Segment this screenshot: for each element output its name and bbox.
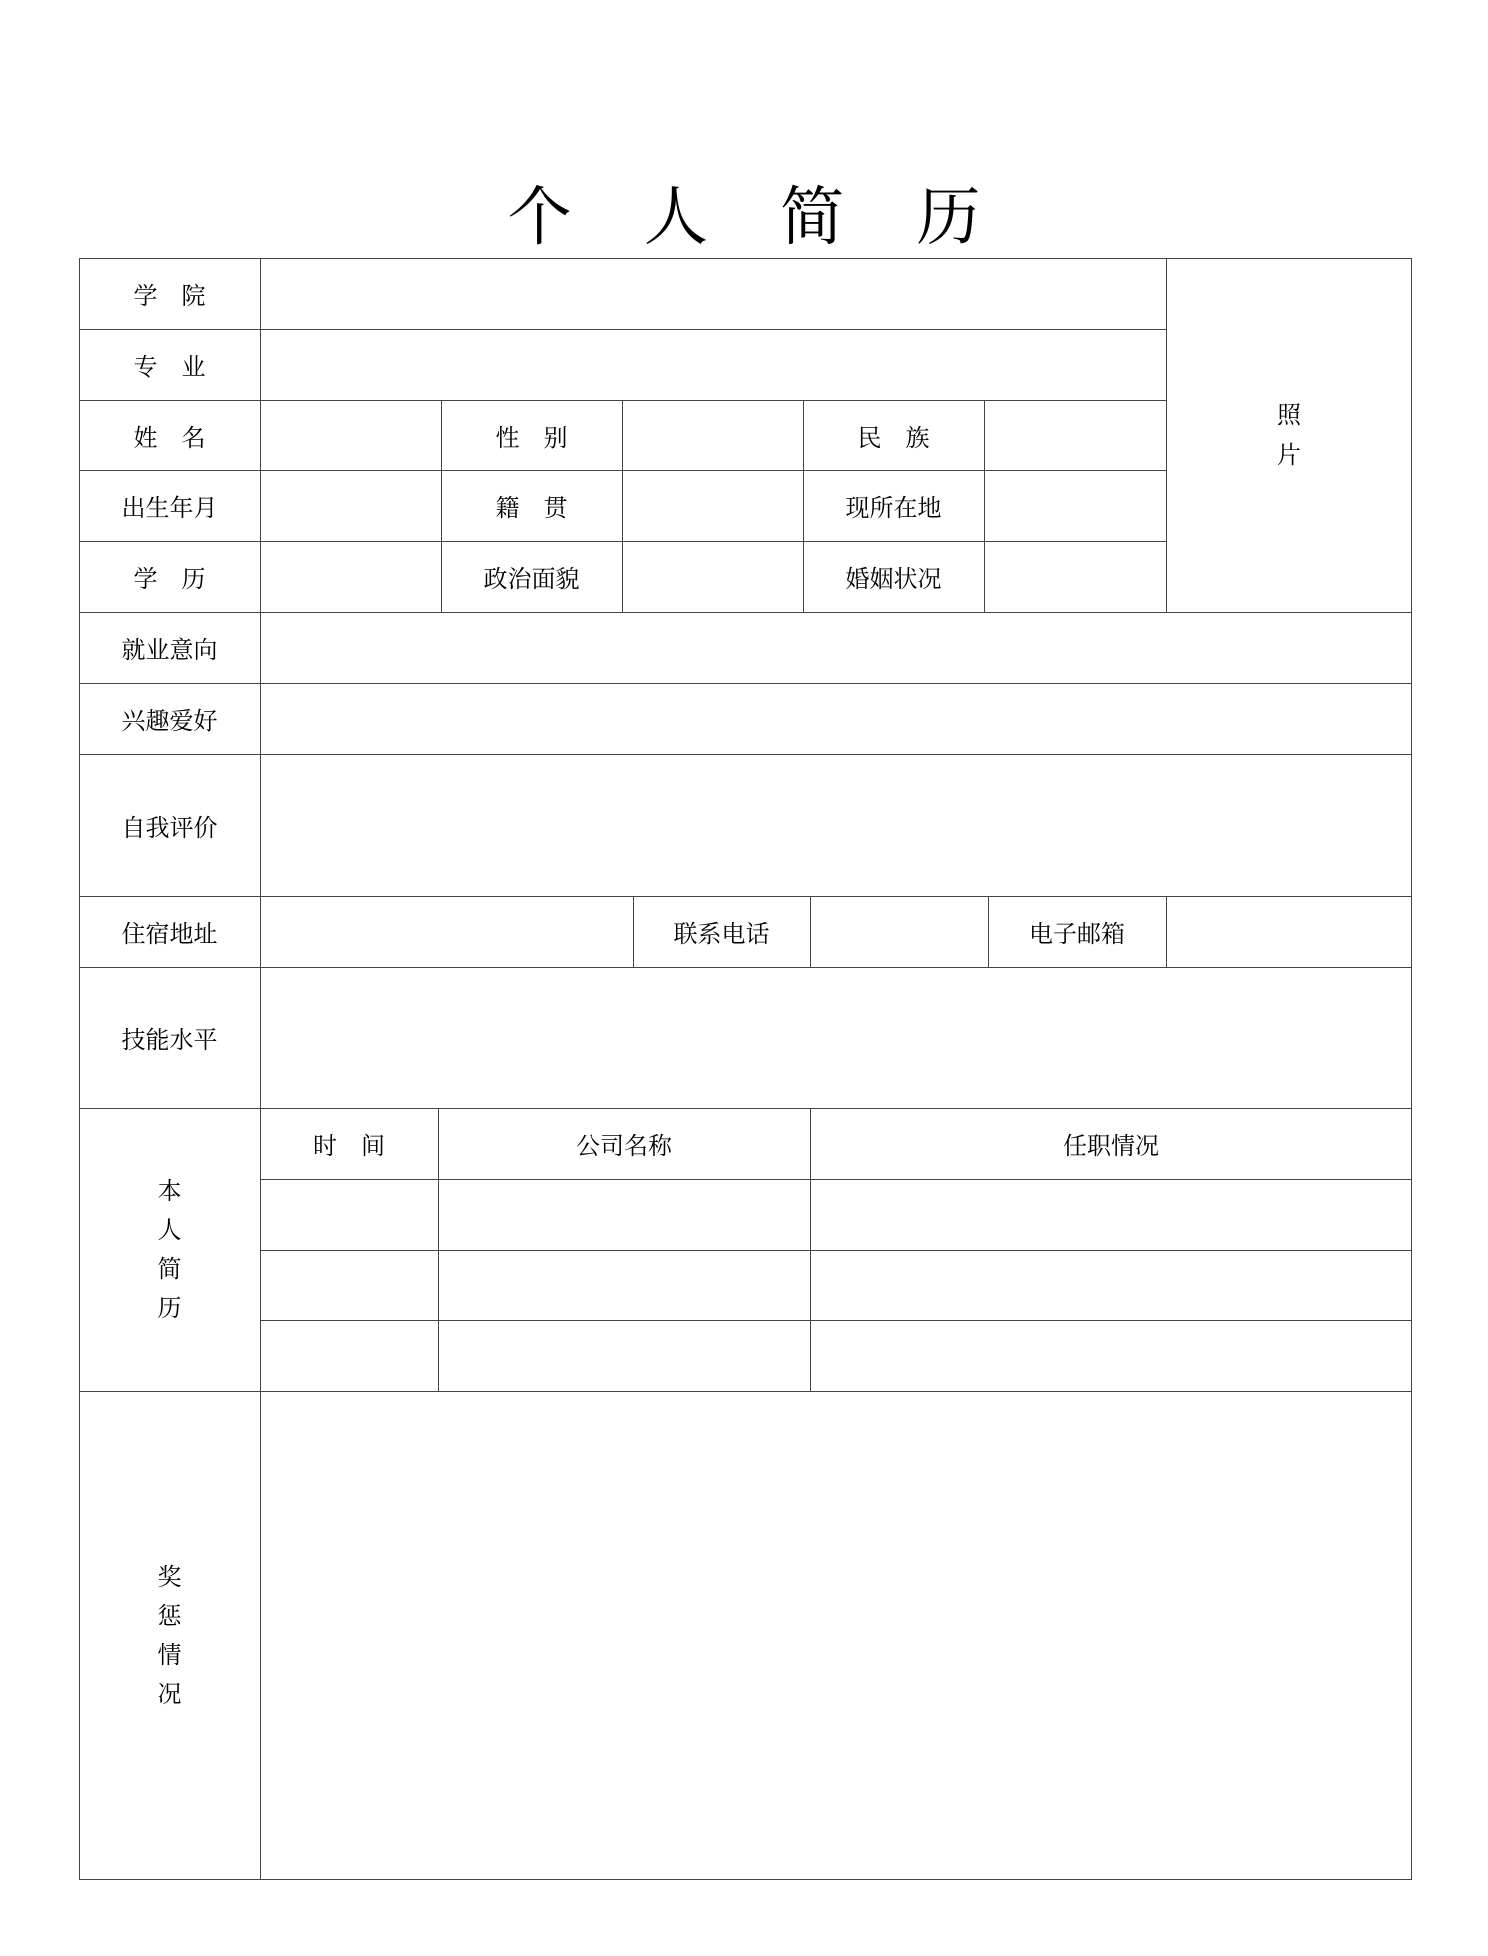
input-self-evaluation[interactable] bbox=[260, 754, 1412, 896]
input-job-intention[interactable] bbox=[260, 612, 1412, 683]
label-awards-char: 情 bbox=[157, 1640, 182, 1669]
input-major[interactable] bbox=[260, 329, 1166, 400]
label-hobbies: 兴趣爱好 bbox=[121, 707, 218, 735]
input-name[interactable] bbox=[260, 400, 441, 470]
input-marital-status[interactable] bbox=[984, 541, 1166, 612]
label-resume-char: 简 bbox=[157, 1254, 182, 1283]
input-phone[interactable] bbox=[810, 896, 988, 967]
label-college: 学 院 bbox=[133, 282, 206, 310]
photo-cell[interactable] bbox=[1166, 258, 1412, 612]
page-title: 个 人 简 历 bbox=[507, 181, 1007, 255]
label-awards-char: 奖 bbox=[157, 1562, 182, 1591]
experience-company-cell[interactable] bbox=[438, 1179, 810, 1250]
photo-label-2: 片 bbox=[1277, 441, 1301, 469]
label-resume-char: 人 bbox=[157, 1215, 182, 1244]
input-address[interactable] bbox=[260, 896, 633, 967]
input-awards[interactable] bbox=[260, 1391, 1412, 1880]
experience-company-cell[interactable] bbox=[438, 1320, 810, 1391]
label-phone: 联系电话 bbox=[673, 920, 770, 948]
label-skills: 技能水平 bbox=[121, 1026, 218, 1054]
input-college[interactable] bbox=[260, 258, 1166, 329]
label-name: 姓 名 bbox=[133, 423, 206, 452]
experience-time-cell[interactable] bbox=[260, 1179, 438, 1250]
experience-company-cell[interactable] bbox=[438, 1250, 810, 1320]
input-political-status[interactable] bbox=[622, 541, 803, 612]
label-email: 电子邮箱 bbox=[1029, 920, 1125, 948]
label-resume-char: 本 bbox=[157, 1176, 182, 1205]
header-time: 时 间 bbox=[313, 1132, 385, 1160]
input-current-location[interactable] bbox=[984, 470, 1166, 541]
label-current-location: 现所在地 bbox=[845, 494, 942, 522]
experience-position-cell[interactable] bbox=[810, 1320, 1412, 1391]
label-awards-char: 况 bbox=[157, 1679, 182, 1708]
label-awards-char: 惩 bbox=[157, 1601, 182, 1630]
label-education: 学 历 bbox=[133, 565, 206, 593]
label-marital-status: 婚姻状况 bbox=[845, 565, 942, 593]
input-skills[interactable] bbox=[260, 967, 1412, 1108]
photo-label-1: 照 bbox=[1277, 401, 1301, 429]
label-address: 住宿地址 bbox=[121, 920, 218, 948]
label-native-place: 籍 贯 bbox=[495, 494, 568, 522]
label-political-status: 政治面貌 bbox=[483, 565, 580, 593]
header-position: 任职情况 bbox=[1063, 1132, 1159, 1160]
input-ethnicity[interactable] bbox=[984, 400, 1166, 470]
experience-time-cell[interactable] bbox=[260, 1320, 438, 1391]
input-gender[interactable] bbox=[622, 400, 803, 470]
experience-time-cell[interactable] bbox=[260, 1250, 438, 1320]
input-native-place[interactable] bbox=[622, 470, 803, 541]
input-email[interactable] bbox=[1166, 896, 1412, 967]
experience-position-cell[interactable] bbox=[810, 1250, 1412, 1320]
label-major: 专 业 bbox=[133, 353, 206, 381]
label-gender: 性 别 bbox=[495, 423, 568, 452]
input-hobbies[interactable] bbox=[260, 683, 1412, 754]
label-awards bbox=[79, 1391, 260, 1880]
input-birth[interactable] bbox=[260, 470, 441, 541]
label-resume-char: 历 bbox=[157, 1293, 182, 1322]
label-resume bbox=[79, 1108, 260, 1391]
input-education[interactable] bbox=[260, 541, 441, 612]
header-company: 公司名称 bbox=[576, 1132, 672, 1160]
label-job-intention: 就业意向 bbox=[121, 636, 218, 664]
experience-position-cell[interactable] bbox=[810, 1179, 1412, 1250]
label-self-evaluation: 自我评价 bbox=[121, 813, 218, 842]
label-ethnicity: 民 族 bbox=[857, 423, 930, 452]
label-birth: 出生年月 bbox=[121, 494, 218, 522]
